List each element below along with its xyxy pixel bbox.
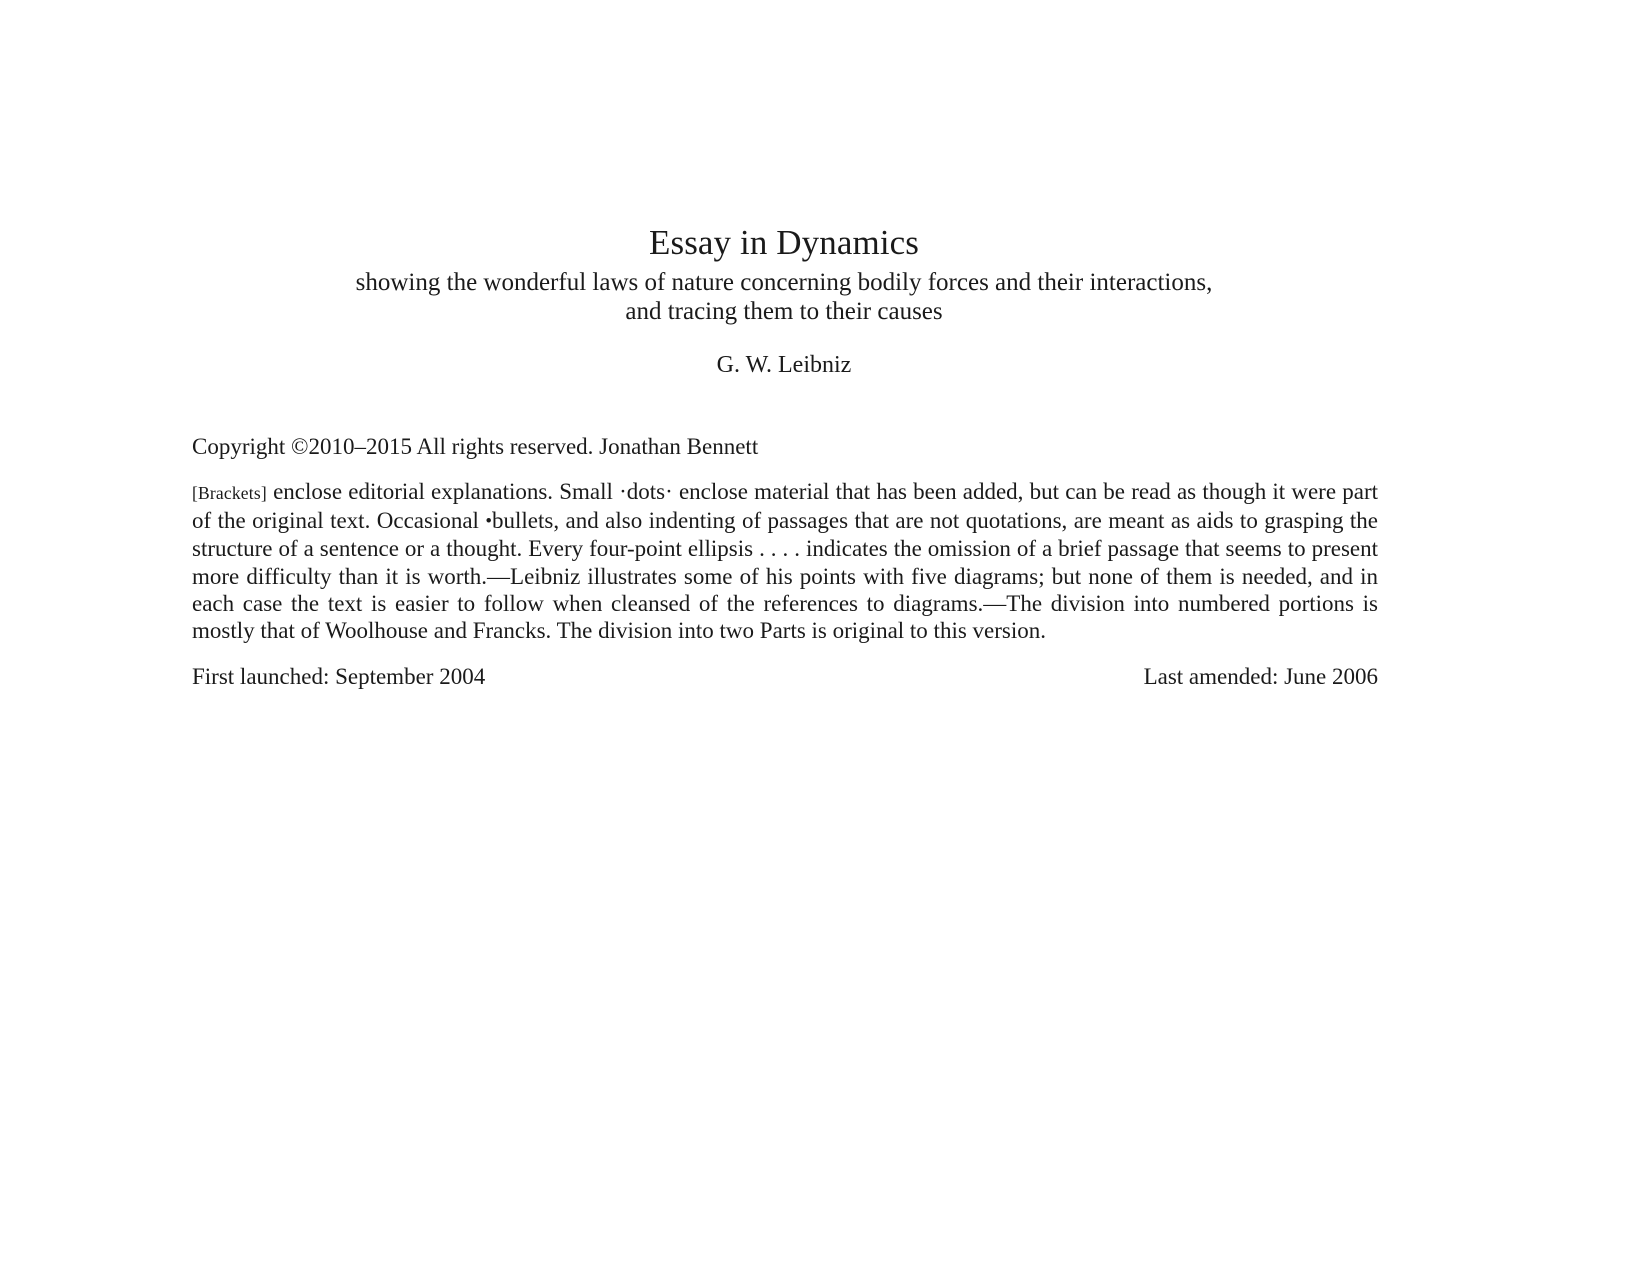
front-matter-text-column (192, 432, 1378, 644)
editorial-note-part-2: bullets, and also indenting of passages that are not quotations, are meant as aids to grasping the structure of a sentence or a thought. Every four-point ellipsis . . . . indicates the omission of a brief passage that seems to present more difficulty than it is worth.—Leibniz illustrates some of his points with five diagrams; but none of them is needed, and in each case the text is easier to follow when cleansed of the references to diagrams.—The division into numbered portions is mostly that of Woolhouse and Francks. The division into two Parts is original to this version. (192, 508, 1378, 644)
page-subtitle (0, 268, 1568, 326)
publication-dates (192, 662, 1378, 692)
author-name: G. W. Leibniz (716, 352, 852, 378)
last-amended-date: Last amended: June 2006 (1143, 664, 1378, 689)
first-launched-date: First launched: September 2004 (192, 664, 486, 689)
page-subtitle-line-1: showing the wonderful laws of nature concerning bodily forces and their interactions, (355, 269, 1213, 296)
editorial-conventions-note (192, 478, 1378, 644)
editorial-note-part-1: enclose editorial explanations. Small ·dots· enclose material that has been added, but can be read as though it were part of the original text. Occasional (192, 479, 1378, 534)
page-subtitle-line-2: and tracing them to their causes (625, 298, 943, 325)
page-title: Essay in Dynamics (649, 223, 919, 262)
title-block (0, 222, 1568, 326)
brackets-label: [Brackets] (192, 483, 267, 503)
copyright-notice: Copyright ©2010–2015 All rights reserved. Jonathan Bennett (192, 434, 759, 459)
bullet-glyph-icon: • (485, 511, 493, 533)
